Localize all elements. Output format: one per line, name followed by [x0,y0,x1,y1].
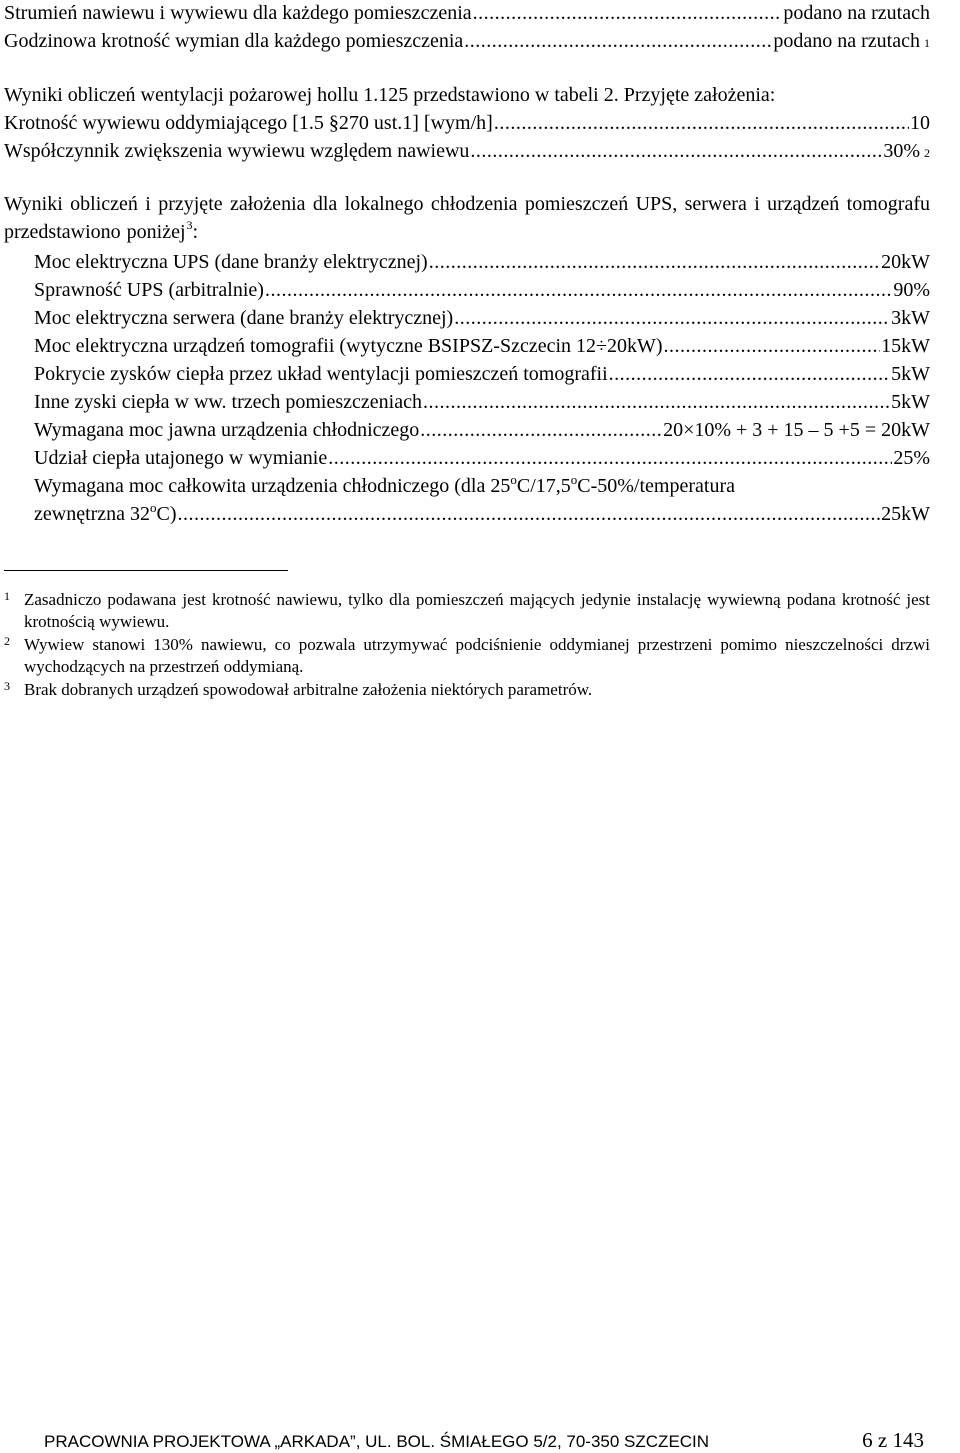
footnote-number: 2 [4,634,10,648]
line-value: 5kW [891,391,930,413]
dot-leader [454,305,890,331]
line-label: Sprawność UPS (arbitralnie) [34,279,264,301]
line-value: 30% [883,140,920,162]
line-value: 20×10% + 3 + 15 – 5 +5 = 20kW [663,419,930,441]
footnote-ref[interactable]: 3 [186,218,193,232]
paragraph: Wyniki obliczeń wentylacji pożarowej hollu 1.125 przedstawiono w tabeli 2. Przyjęte założenia: [4,84,776,106]
line-label: Inne zyski ciepła w ww. trzech pomieszczeniach [34,391,422,413]
value-line [34,389,930,415]
dot-leader [609,361,890,387]
value-line [4,110,930,136]
paragraph [4,190,930,246]
line-label: Moc elektryczna serwera (dane branży elektrycznej) [34,307,454,329]
value-line [34,501,930,527]
value-line: Godzinowa krotność wymian dla każdego pomieszczenia ..... podano na rzutach 1 [4,28,930,54]
line-value: 20kW [881,251,930,273]
footnote [4,634,930,678]
page-footer [44,1428,924,1452]
footnote-text: Brak dobranych urządzeń spowodował arbitralne założenia niektórych parametrów. [24,680,593,699]
dot-leader [420,417,662,443]
line-label: Krotność wywiewu oddymiającego [1.5 §270 ust.1] [wym/h] [4,112,493,134]
line-value: 25% [893,447,930,469]
dot-leader [473,0,783,26]
footnote-number: 1 [4,589,10,603]
value-line [4,0,930,26]
dot-leader [494,110,909,136]
dot-leader [328,445,892,471]
line-label: Pokrycie zysków ciepła przez układ wentylacji pomieszczeń tomografii [34,363,608,385]
value-line [34,445,930,471]
footnote-text: Wywiew stanowi 130% nawiewu, co pozwala utrzymywać podciśnienie oddymianej przestrzeni pomimo nieszczelności drzwi wychodzących na przestrzeń oddymianą. [24,635,930,676]
dot-leader [664,333,881,359]
page-number: 6 z 143 [862,1428,924,1452]
value-line [34,305,930,331]
line-value: podano na rzutach [783,2,930,24]
line-value: 5kW [891,363,930,385]
value-line: Współczynnik zwiększenia wywiewu względem nawiewu ..... 30% 2 [4,138,930,164]
value-line [34,361,930,387]
line-label: Strumień nawiewu i wywiewu dla każdego pomieszczenia [4,2,472,24]
line-label: Współczynnik zwiększenia wywiewu względem nawiewu [4,140,470,162]
value-line [34,417,930,443]
line-value: 90% [893,279,930,301]
footnote-text: Zasadniczo podawana jest krotność nawiewu, tylko dla pomieszczeń mających jedynie instalację wywiewną podana krotność jest krotnością wywiewu. [24,590,930,631]
line-value: 15kW [881,335,930,357]
value-line [34,277,930,303]
line-label: zewnętrzna 32$^o$C) [34,500,177,525]
line-label: Moc elektryczna urządzeń tomografii (wytyczne BSIPSZ-Szczecin 12÷20kW) [34,335,663,357]
dot-leader [423,389,890,415]
footer-firm: PRACOWNIA PROJEKTOWA „ARKADA”, UL. BOL. ŚMIAŁEGO 5/2, 70-350 SZCZECIN [44,1432,710,1451]
paragraph-text: Wyniki obliczeń i przyjęte założenia dla lokalnego chłodzenia pomieszczeń UPS, serwera i urządzeń tomografu przedstawiono poniżej [4,193,930,243]
line-value: podano na rzutach [773,30,920,52]
dot-leader [429,249,880,275]
footnote [4,589,930,633]
line-value: 10 [910,112,930,134]
paragraph-tail: : [192,221,199,243]
line-label: Udział ciepła utajonego w wymianie [34,447,328,469]
line-label: Godzinowa krotność wymian dla każdego pomieszczenia [4,30,464,52]
footnote [4,679,930,701]
dot-leader [178,501,881,527]
line-label: Moc elektryczna UPS (dane branży elektrycznej) [34,251,428,273]
line-value: 3kW [891,307,930,329]
line-label: Wymagana moc jawna urządzenia chłodniczego [34,419,420,441]
dot-leader [464,28,772,54]
value-line-part1 [34,473,930,499]
value-line [34,249,930,275]
dot-leader [265,277,892,303]
line-label: Wymagana moc całkowita urządzenia chłodniczego (dla 25$^o$C/17,5$^o$C-50%/temperatura [34,472,735,497]
dot-leader [470,138,882,164]
footnote-number: 3 [4,679,10,693]
value-line [34,333,930,359]
footnote-separator [4,570,288,571]
line-value: 25kW [881,503,930,525]
